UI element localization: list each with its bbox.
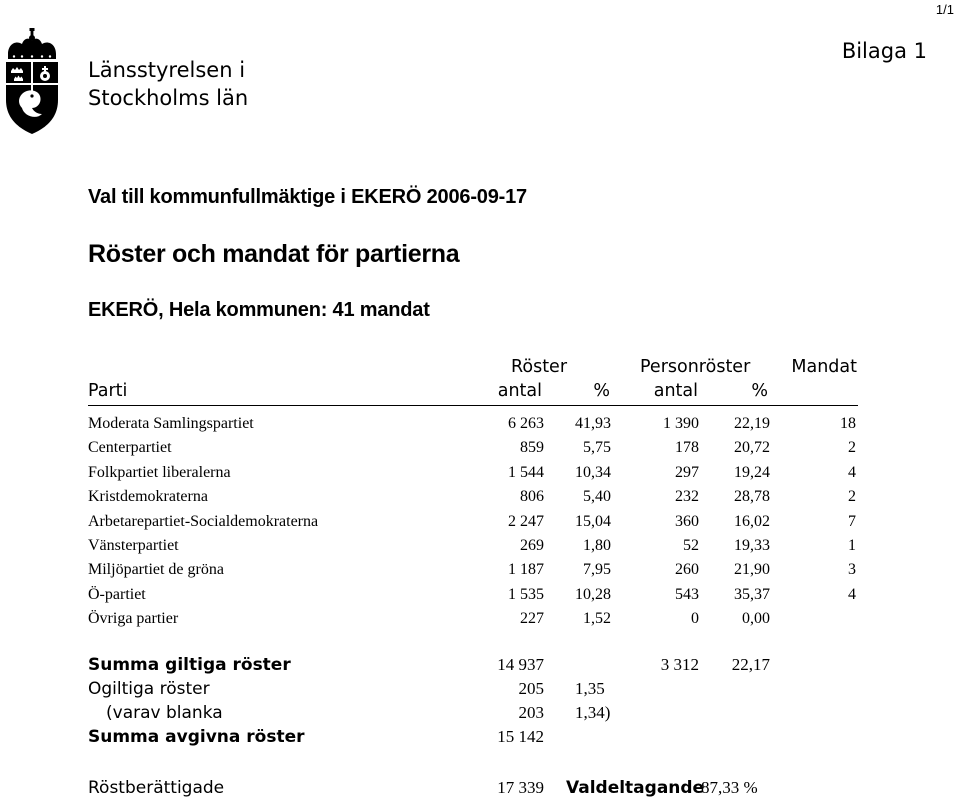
votes-count: 1 544 bbox=[508, 463, 544, 481]
personal-votes-pct: 19,24 bbox=[734, 463, 770, 481]
votes-pct: 5,40 bbox=[583, 488, 611, 506]
votes-pct: 5,75 bbox=[583, 439, 611, 457]
col-personal-pct: % bbox=[751, 381, 768, 401]
page-number: 1/1 bbox=[935, 2, 954, 17]
turnout-label: Valdeltagande bbox=[566, 778, 705, 798]
personal-votes-count: 52 bbox=[683, 537, 699, 554]
votes-count: 859 bbox=[520, 439, 544, 457]
personal-votes-pct: 16,02 bbox=[734, 512, 770, 530]
votes-pct: 7,95 bbox=[583, 561, 611, 579]
party-name: Ö-partiet bbox=[88, 585, 146, 603]
appendix-label: Bilaga 1 bbox=[841, 39, 927, 63]
personal-votes-pct: 35,37 bbox=[734, 585, 770, 603]
party-name: Arbetarepartiet-Socialdemokraterna bbox=[88, 512, 319, 530]
org-name-line1: Länsstyrelsen i bbox=[88, 58, 246, 82]
invalid-votes-value: 205 bbox=[518, 679, 544, 698]
org-name-line2: Stockholms län bbox=[88, 86, 249, 110]
cast-votes-label: Summa avgivna röster bbox=[88, 727, 305, 747]
votes-count: 6 263 bbox=[508, 415, 544, 432]
personal-votes-pct: 21,90 bbox=[734, 561, 770, 579]
eligible-voters-label: Röstberättigade bbox=[88, 778, 225, 798]
blank-votes-label: (varav blanka bbox=[106, 703, 223, 723]
party-name: Övriga partier bbox=[88, 610, 179, 628]
votes-pct: 10,28 bbox=[575, 585, 611, 603]
personal-votes-count: 1 390 bbox=[663, 415, 699, 432]
personal-votes-count: 543 bbox=[675, 585, 699, 603]
invalid-votes-label: Ogiltiga röster bbox=[88, 679, 210, 699]
votes-pct: 1,80 bbox=[583, 537, 611, 554]
invalid-votes-pct: 1,35 bbox=[575, 679, 605, 698]
votes-count: 806 bbox=[520, 488, 544, 506]
col-group-votes: Röster bbox=[511, 357, 568, 377]
seats: 1 bbox=[848, 537, 856, 554]
personal-votes-count: 297 bbox=[675, 463, 699, 481]
main-title: Röster och mandat för partierna bbox=[88, 240, 460, 268]
valid-votes-label: Summa giltiga röster bbox=[88, 655, 291, 675]
party-name: Moderata Samlingspartiet bbox=[88, 415, 254, 432]
header-divider bbox=[88, 405, 858, 406]
votes-count: 269 bbox=[520, 537, 544, 554]
col-seats: Mandat bbox=[791, 357, 857, 377]
col-votes-pct: % bbox=[593, 381, 610, 401]
cast-votes-value: 15 142 bbox=[497, 727, 544, 746]
seats: 7 bbox=[848, 512, 856, 530]
votes-pct: 15,04 bbox=[575, 512, 611, 530]
personal-votes-pct: 20,72 bbox=[734, 439, 770, 457]
seats: 3 bbox=[848, 561, 856, 579]
personal-votes-count: 232 bbox=[675, 488, 699, 506]
votes-count: 1 535 bbox=[508, 585, 544, 603]
seats: 2 bbox=[848, 488, 856, 506]
election-title: Val till kommunfullmäktige i EKERÖ 2006-09-17 bbox=[88, 186, 527, 208]
valid-personal-pct-value: 22,17 bbox=[731, 655, 770, 674]
valid-votes-value: 14 937 bbox=[497, 655, 544, 674]
votes-count: 227 bbox=[520, 610, 544, 628]
blank-votes-value: 203 bbox=[518, 703, 544, 722]
votes-pct: 1,52 bbox=[583, 610, 611, 628]
col-group-personal-votes: Personröster bbox=[640, 357, 751, 377]
party-name: Miljöpartiet de gröna bbox=[88, 561, 224, 579]
personal-votes-count: 260 bbox=[675, 561, 699, 579]
seats: 18 bbox=[840, 415, 856, 432]
personal-votes-pct: 28,78 bbox=[734, 488, 770, 506]
personal-votes-pct: 22,19 bbox=[734, 415, 770, 432]
crown-shield-emblem-icon bbox=[2, 28, 62, 143]
seats: 4 bbox=[848, 463, 856, 481]
party-name: Centerpartiet bbox=[88, 439, 172, 457]
personal-votes-count: 178 bbox=[675, 439, 699, 457]
votes-pct: 10,34 bbox=[575, 463, 611, 481]
col-votes-count: antal bbox=[497, 381, 542, 401]
col-party: Parti bbox=[88, 381, 128, 401]
col-personal-count: antal bbox=[653, 381, 698, 401]
valid-personal-votes-value: 3 312 bbox=[660, 655, 699, 674]
eligible-voters-value: 17 339 bbox=[497, 778, 544, 797]
party-name: Kristdemokraterna bbox=[88, 488, 208, 506]
party-name: Vänsterpartiet bbox=[88, 537, 179, 554]
personal-votes-pct: 0,00 bbox=[742, 610, 770, 628]
personal-votes-pct: 19,33 bbox=[734, 537, 770, 554]
votes-count: 1 187 bbox=[508, 561, 544, 579]
turnout-value: 87,33 % bbox=[701, 778, 758, 797]
party-name: Folkpartiet liberalerna bbox=[88, 463, 231, 481]
votes-count: 2 247 bbox=[508, 512, 544, 530]
votes-pct: 41,93 bbox=[575, 415, 611, 432]
seats: 2 bbox=[848, 439, 856, 457]
municipality-subtitle: EKERÖ, Hela kommunen: 41 mandat bbox=[88, 299, 430, 321]
personal-votes-count: 0 bbox=[691, 610, 699, 628]
blank-votes-pct: 1,34) bbox=[575, 703, 611, 722]
seats: 4 bbox=[848, 585, 856, 603]
personal-votes-count: 360 bbox=[675, 512, 699, 530]
